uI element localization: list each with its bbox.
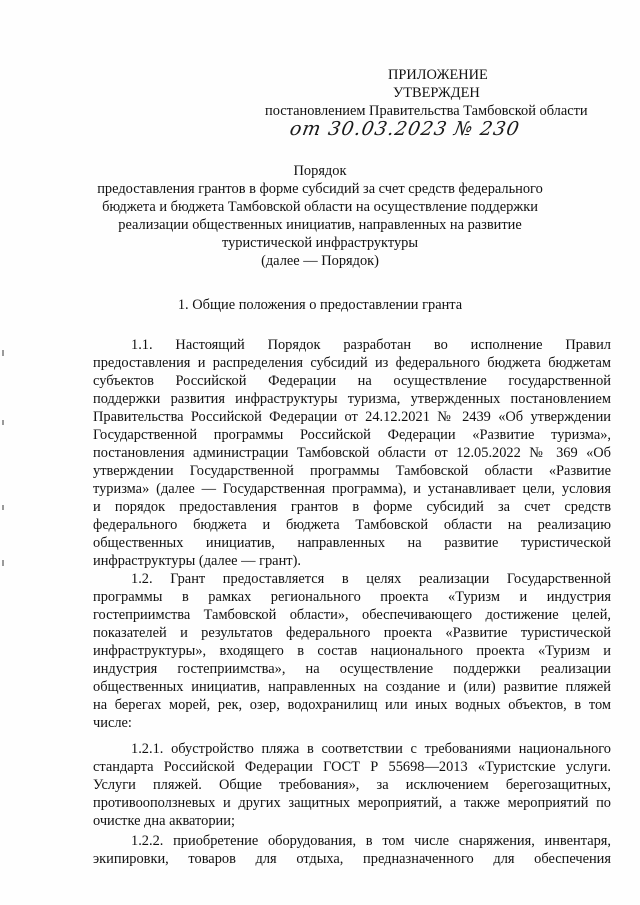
title-line: предоставления грантов в форме субсидий за счет средств федерального (97, 181, 543, 197)
paragraph-line: на берегах морей, рек, озер, водохранилищ или иных водных объектов, в том (93, 697, 611, 713)
title-line: реализации общественных инициатив, направленных на развитие (118, 217, 522, 233)
paragraph-line: утверждении Государственной программы Тамбовской области «Развитие (93, 463, 611, 479)
paragraph-line: Услуги пляжей. Общие требования», за исключением берегозащитных, (93, 777, 611, 793)
paragraph-line: туризма» (далее — Государственная программа), и устанавливает цели, условия (93, 481, 611, 497)
paragraph-line: и порядок предоставления грантов в форме субсидий за счет средств (93, 499, 611, 515)
paragraph-line: противооползневых и других защитных мероприятий, а также мероприятий по (93, 795, 611, 811)
paragraph-line: 1.2.1. обустройство пляжа в соответствии с требованиями национального (131, 741, 611, 757)
paragraph-line: 1.2. Грант предоставляется в целях реализации Государственной (131, 571, 611, 587)
handwritten-date-number: от 30.03.2023 № 230 (288, 118, 522, 140)
paragraph-line: 1.2.2. приобретение оборудования, в том числе снаряжения, инвентаря, (131, 833, 611, 849)
scan-artifact (2, 560, 4, 566)
paragraph-line: постановления администрации Тамбовской области от 12.05.2022 № 369 «Об (93, 445, 611, 461)
title-line: бюджета и бюджета Тамбовской области на осуществление поддержки (102, 199, 538, 215)
paragraph-line: федерального бюджета и бюджета Тамбовской области на реализацию (93, 517, 611, 533)
section-heading: 1. Общие положения о предоставлении гранта (177, 297, 463, 313)
paragraph-line: инфраструктуры», входящего в состав национального проекта «Туризм и (93, 643, 611, 659)
paragraph-line: экипировки, товаров для отдыха, предназначенного для обеспечения (93, 851, 611, 867)
title-line: (далее — Порядок) (261, 253, 379, 269)
paragraph-line: Государственной программы Российской Федерации «Развитие туризма», (93, 427, 611, 443)
appendix-label: ПРИЛОЖЕНИЕ (388, 67, 488, 83)
paragraph-line: инфраструктуры (далее — грант). (93, 553, 301, 569)
paragraph-line: 1.1. Настоящий Порядок разработан во исполнение Правил (131, 337, 611, 353)
paragraph-line: предоставления и распределения субсидий из федерального бюджета бюджетам (93, 355, 611, 371)
scan-artifact (2, 350, 4, 356)
paragraph-line: поддержки развития инфраструктуры туризма, утвержденных постановлением (93, 391, 611, 407)
paragraph-line: очистке дна акватории; (93, 813, 235, 829)
paragraph-line: общественных инициатив, направленных на создание и (или) развитие пляжей (93, 679, 611, 695)
paragraph-line: числе: (93, 715, 132, 731)
paragraph-line: индустрия гостеприимства», на осуществление поддержки реализации (93, 661, 611, 677)
paragraph-line: общественных инициатив, направленных на развитие туристической (93, 535, 611, 551)
paragraph-line: показателей и результатов федерального проекта «Развитие туристической (93, 625, 611, 641)
title-line: Порядок (293, 163, 347, 179)
scan-artifact (2, 505, 4, 510)
scan-artifact (2, 420, 4, 425)
title-line: туристической инфраструктуры (221, 235, 418, 251)
paragraph-line: программы в рамках регионального проекта «Туризм и индустрия (93, 589, 611, 605)
approved-label: УТВЕРЖДЕН (393, 85, 480, 101)
paragraph-line: стандарта Российской Федерации ГОСТ Р 55698—2013 «Туристские услуги. (93, 759, 611, 775)
paragraph-line: субъектов Российской Федерации на осуществление государственной (93, 373, 611, 389)
paragraph-line: Правительства Российской Федерации от 24.12.2021 № 2439 «Об утверждении (93, 409, 611, 425)
decree-line: постановлением Правительства Тамбовской области (265, 103, 588, 119)
paragraph-line: гостеприимства Тамбовской области», обеспечивающего достижение целей, (93, 607, 611, 623)
